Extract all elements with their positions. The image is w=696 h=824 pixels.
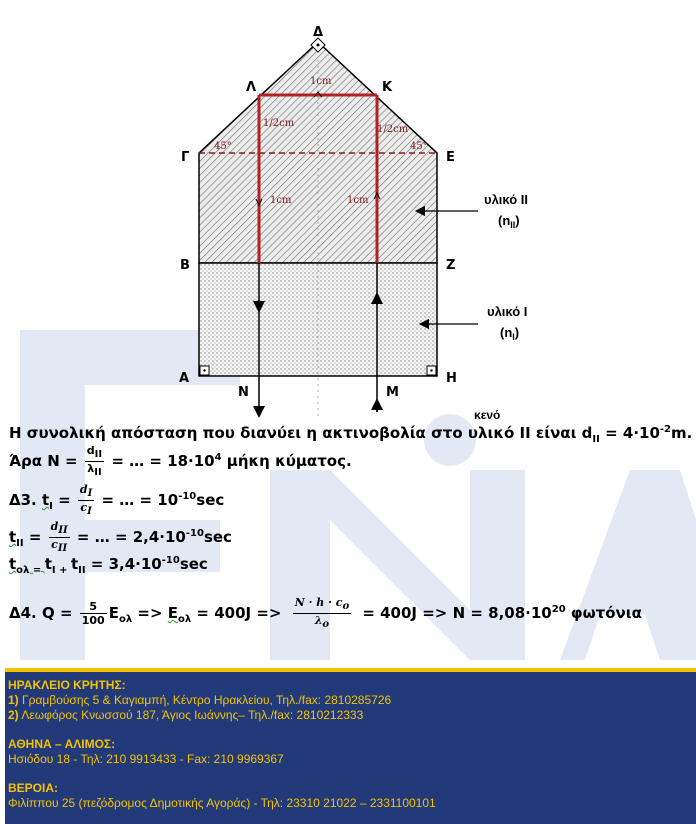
- footer-city-heraklion: ΗΡΑΚΛΕΙΟ ΚΡΗΤΗΣ:: [8, 678, 126, 692]
- point-beta: Β: [180, 258, 190, 273]
- point-gamma: Γ: [181, 150, 190, 165]
- fraction-d-c-2: $\frac{d_{II}}{c_{II}}$: [50, 520, 68, 555]
- svg-text:1cm: 1cm: [347, 195, 369, 206]
- svg-text:(nΙ): $(n_I)$: [500, 325, 520, 342]
- fraction-nhc-lambda: $\frac{N \cdot h \cdot c_o}{\lambda_o}$: [294, 596, 350, 631]
- label-material-2: υλικό ΙΙ: [484, 192, 529, 207]
- svg-text:45°: 45°: [410, 141, 428, 152]
- svg-text:1cm: 1cm: [310, 76, 332, 87]
- point-zeta: Ζ: [446, 258, 456, 273]
- point-eta: Η: [446, 371, 457, 386]
- svg-text:1cm: 1cm: [270, 195, 292, 206]
- point-nu: Ν: [238, 385, 249, 400]
- svg-text:(nΙΙ): $(n_{II})$: [498, 213, 520, 230]
- point-lambda: Λ: [246, 80, 257, 95]
- text-line-1: Η συνολική απόσταση που διανύει η ακτινοβολία στο υλικό ΙΙ είναι $d_{II} = 4\cdot 10^{-2}m$.: [9, 424, 693, 445]
- footer-city-veria: ΒΕΡΟΙΑ:: [8, 781, 59, 795]
- text-line-6: Δ4. Q = $\frac{5}{100}$ $E_{o\lambda} => E_{o\lambda} = 400J$ => $\frac{N \cdot h \cdot c_o}{\lambda_o}$ = $400J => N = 8,08\cdot 10^{20}$ φωτόνια: [9, 596, 642, 631]
- footer-address-2: 2) Λεωφόρος Κνωσσού 187, Άγιος Ιωάννης– Τηλ./fax: 2810212333: [8, 708, 364, 722]
- footer-address-1: 1) Γραμβούσης 5 & Καγιαμπή, Κέντρο Ηρακλείου, Τηλ./fax: 2810285726: [8, 693, 392, 707]
- text-line-2: Άρα Ν = $\frac{d_{II}}{\lambda_{II}}$ = … = $18\cdot 10^4$ μήκη κύματος.: [9, 444, 352, 479]
- footer-contact-info: [5, 668, 696, 824]
- footer-address-3: Ησιόδου 18 - Τηλ: 210 9913433 - Fax: 210 9969367: [8, 752, 284, 766]
- svg-text:1/2cm: 1/2cm: [263, 118, 295, 129]
- svg-text:45°: 45°: [214, 141, 232, 152]
- fraction-d-lambda: $\frac{d_{II}}{\lambda_{II}}$: [86, 444, 103, 479]
- label-material-1: υλικό Ι: [487, 304, 528, 319]
- point-kappa: Κ: [382, 80, 393, 95]
- text-line-5: $t_{o\lambda =}$ $t_{I +}$ $t_{II} = 3,4\cdot 10^{-10}\sec$: [9, 555, 208, 576]
- footer-city-athens: ΑΘΗΝΑ – ΑΛΙΜΟΣ:: [8, 737, 116, 751]
- label-vacuum: κενό: [474, 408, 501, 422]
- fraction-d-c-1: $\frac{d_I}{c_I}$: [79, 483, 93, 518]
- point-alpha: Α: [179, 371, 190, 386]
- text-line-3: Δ3. $t_I$ = $\frac{d_I}{c_I}$ = … = $10^{-10}\sec$: [9, 483, 225, 518]
- text-line-4: $t_{II}$ = $\frac{d_{II}}{c_{II}}$ = … = $2,4\cdot 10^{-10}\sec$: [9, 520, 232, 555]
- point-mu: Μ: [386, 385, 399, 400]
- footer-address-4: Φιλίππου 25 (πεζόδρομος Δημοτικής Αγοράς) - Τηλ: 23310 21022 – 2331100101: [8, 796, 436, 810]
- point-delta: Δ: [313, 25, 324, 40]
- point-epsilon: Ε: [446, 150, 455, 165]
- fraction-5-100: $\frac{5}{100}$: [81, 600, 105, 628]
- svg-text:1/2cm: 1/2cm: [377, 124, 409, 135]
